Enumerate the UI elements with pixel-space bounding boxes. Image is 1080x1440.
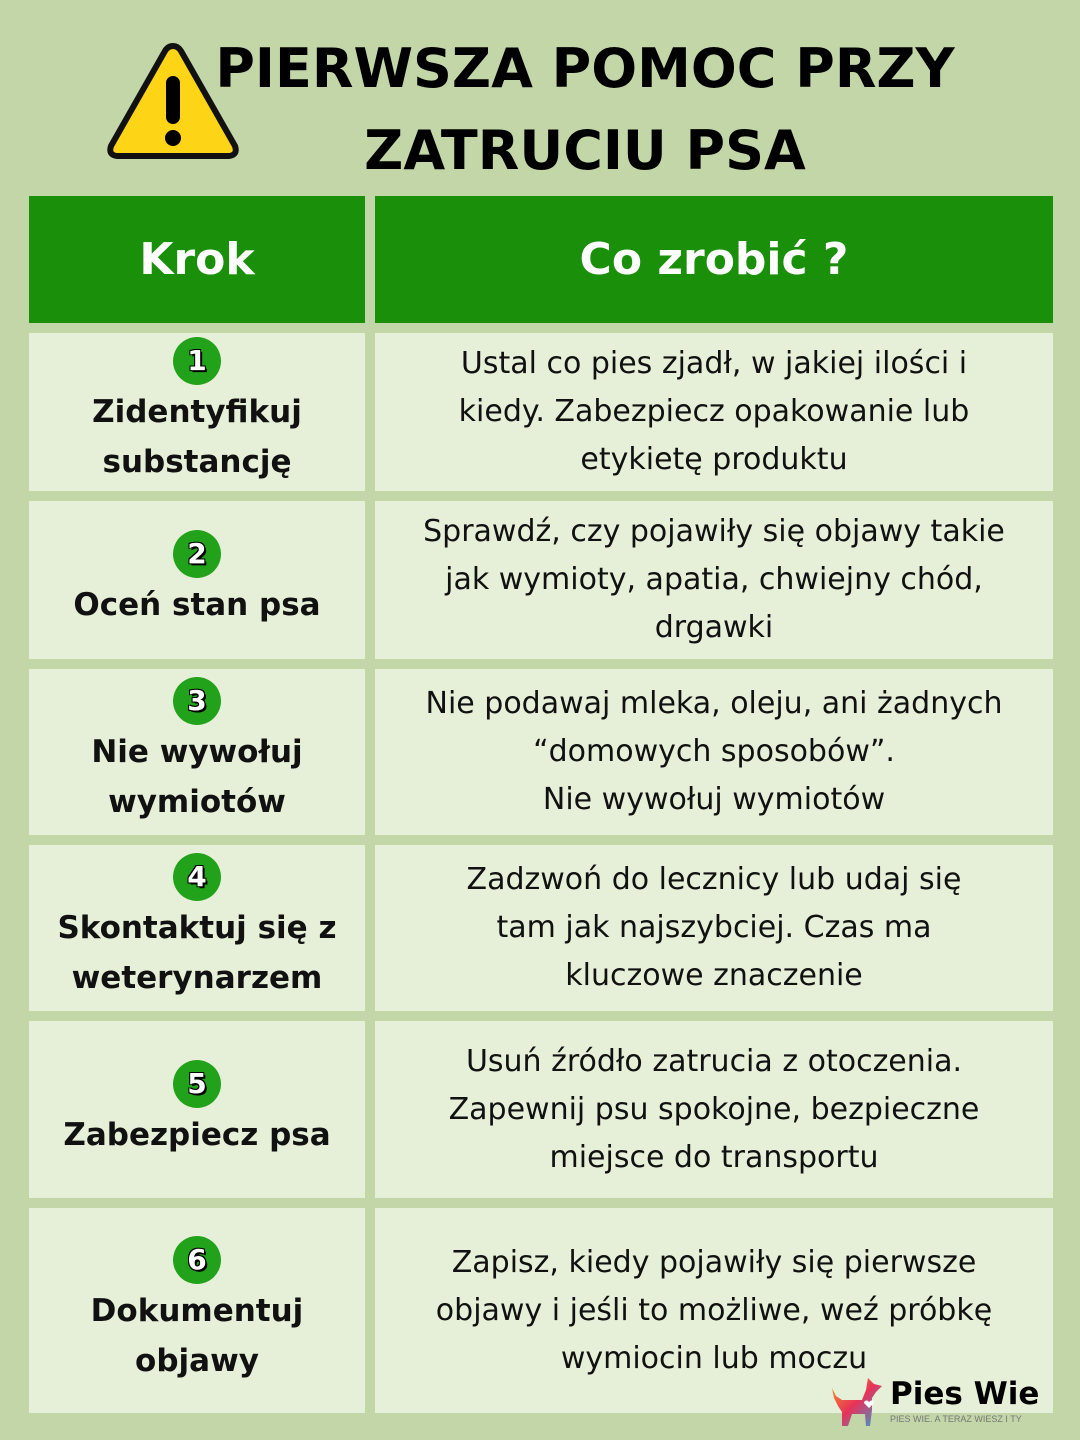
step-label-line: Zidentyfikuj [92,394,302,430]
step-cell [29,501,365,659]
logo-name: Pies Wie [890,1376,1040,1412]
step-label-line: wymiotów [108,784,286,820]
step-number-badge: 1 [173,337,221,385]
header-step: Krok [29,196,365,323]
description-line: Zapisz, kiedy pojawiły się pierwsze [451,1244,977,1280]
description-line: Nie podawaj mleka, oleju, ani żadnych [425,686,1003,721]
description-line: miejsce do transportu [549,1139,879,1175]
dog-logo-icon [828,1376,884,1428]
description-cell [375,845,1053,1011]
step-label-line: Dokumentuj [90,1292,304,1329]
description-line: objawy i jeśli to możliwe, weź próbkę [435,1292,993,1328]
description-line: wymiocin lub moczu [560,1340,868,1376]
description-line: etykietę produktu [580,442,848,477]
description-line: Ustal co pies zjadł, w jakiej ilości i [460,346,968,381]
step-label-line: substancję [102,444,292,480]
title-line-1: PIERWSZA POMOC PRZY [215,37,955,100]
description-line: Zadzwoń do lecznicy lub udaj się [466,862,962,897]
step-cell [29,333,365,491]
title-line-2: ZATRUCIU PSA [364,119,806,182]
description-line: Sprawdź, czy pojawiły się objawy takie [423,514,1005,549]
step-label-line: Zabezpiecz psa [63,1116,331,1153]
description-line: Zapewnij psu spokojne, bezpieczne [448,1091,980,1127]
step-number-badge: 6 [173,1236,221,1284]
page-title [200,28,970,192]
description-line: kluczowe znaczenie [565,958,863,993]
description-cell [375,1021,1053,1198]
step-label-line: objawy [135,1342,259,1379]
description-line: tam jak najszybciej. Czas ma [496,910,932,945]
header-action: Co zrobić ? [375,196,1053,323]
step-cell [29,669,365,835]
description-cell [375,669,1053,835]
step-label-line: Nie wywołuj [91,734,303,770]
logo-tagline: PIES WIE. A TERAZ WIESZ I TY [890,1414,1022,1424]
description-line: kiedy. Zabezpiecz opakowanie lub [458,394,970,429]
description-line: jak wymioty, apatia, chwiejny chód, [445,562,983,597]
description-line: drgawki [654,610,774,645]
step-cell [29,1021,365,1198]
description-cell [375,501,1053,659]
step-label-line: weterynarzem [71,960,323,996]
pies-wie-logo [828,1376,1058,1432]
step-label-line: Oceń stan psa [73,587,321,623]
description-line: Usuń źródło zatrucia z otoczenia. [465,1043,963,1079]
description-cell [375,333,1053,491]
description-line: Nie wywołuj wymiotów [542,782,886,817]
step-number-badge: 3 [173,677,221,725]
step-label-line: Skontaktuj się z [57,910,337,946]
step-cell [29,845,365,1011]
description-line: “domowych sposobów”. [533,734,895,769]
step-number-badge: 2 [173,530,221,578]
step-cell [29,1208,365,1413]
step-number-badge: 4 [173,853,221,901]
step-number-badge: 5 [173,1060,221,1108]
